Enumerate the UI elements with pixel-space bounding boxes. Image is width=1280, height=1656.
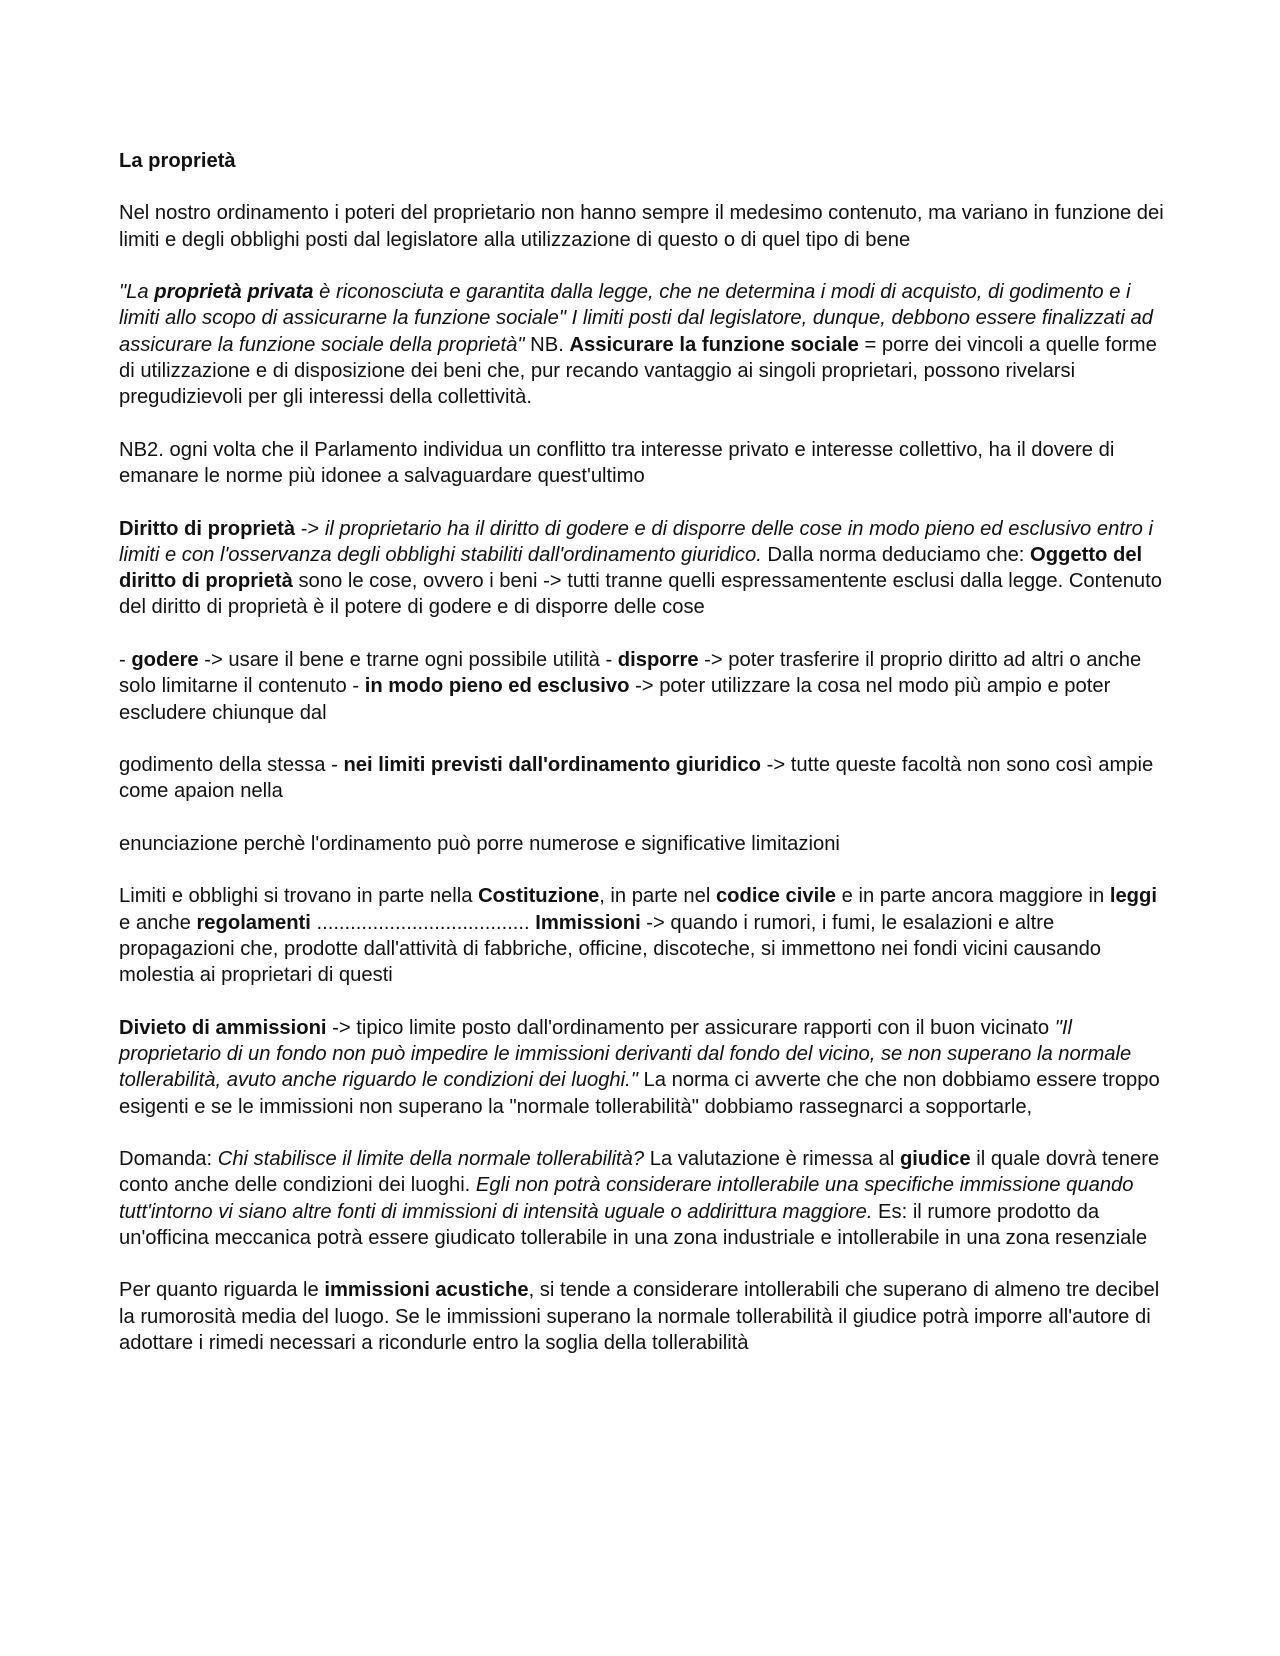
paragraph-faculties: - godere -> usare il bene e trarne ogni possibile utilità - disporre -> poter trasferire il proprio diritto ad altri o anche solo limitarne il contenuto - in modo pieno ed esclusivo -> poter utilizzare la cosa nel modo più ampio e poter escludere chiunque dal: [119, 648, 1142, 724]
paragraph-question: Domanda: Chi stabilisce il limite della normale tollerabilità? La valutazione è rimessa al giudice il quale dovrà tenere conto anche delle condizioni dei luoghi. Egli non potrà considerare intollerabile una specifiche immissione quando tutt'intorno vi siano altre fonti di immissioni di intensità uguale o addirittura maggiore. Es: il rumore prodotto da un'officina meccanica potrà essere giudicato tollerabile in una zona industriale e intollerabile in una zona resenziale: [119, 1148, 1160, 1249]
paragraph-property-right: Diritto di proprietà -> il proprietario ha il diritto di godere e di disporre delle cose in modo pieno ed esclusivo entro i limiti e con l'osservanza degli obblighi stabiliti dall'ordinamento giuridico. Dalla norma deduciamo che: Oggetto del diritto di proprietà sono le cose, ovvero i beni -> tutti tranne quelli espressamentente esclusi dalla legge. Contenuto del diritto di proprietà è il potere di godere e di disporre delle cose: [119, 517, 1162, 619]
paragraph-prohibition: Divieto di ammissioni -> tipico limite posto dall'ordinamento per assicurare rapporti con il buon vicinato "Il proprietario di un fondo non può impedire le immissioni derivanti dal fondo del vicino, se non superano la normale tollerabilità, avuto anche riguardo le condizioni dei luoghi." La norma ci avverte che che non dobbiamo essere troppo esigenti e se le immissioni non superano la "normale tollerabilità" dobbiamo rassegnarci a sopportarle,: [119, 1016, 1160, 1118]
paragraph-acoustic: Per quanto riguarda le immissioni acustiche, si tende a considerare intollerabili che superano di almeno tre decibel la rumorosità media del luogo. Se le immissioni superano la normale tollerabilità il giudice potrà imporre all'autore di adottare i rimedi necessari a ricondurle entro la soglia della tollerabilità: [119, 1279, 1160, 1354]
paragraph-intro: Nel nostro ordinamento i poteri del proprietario non hanno sempre il medesimo contenuto, ma variano in funzione dei limiti e degli obblighi posti dal legislatore alla utilizzazione di questo o di quel tipo di bene: [119, 202, 1164, 251]
document-page: [119, 148, 1169, 1382]
quote-text: "La proprietà privata è riconosciuta e garantita dalla legge, che ne determina i modi di acquisto, di godimento e i limiti allo scopo di assicurarne la funzione sociale" I limiti posti dal legislatore, dunque, debbono essere finalizzati ad assicurare la funzione sociale della proprietà": [119, 281, 1153, 356]
document-title: La proprietà: [119, 150, 236, 172]
paragraph-private-property: "La proprietà privata è riconosciuta e garantita dalla legge, che ne determina i modi di acquisto, di godimento e i limiti allo scopo di assicurarne la funzione sociale" I limiti posti dal legislatore, dunque, debbono essere finalizzati ad assicurare la funzione sociale della proprietà" NB. Assicurare la funzione sociale = porre dei vincoli a quelle forme di utilizzazione e di disposizione dei beni che, pur recando vantaggio ai singoli proprietari, possono rivelarsi pregudizievoli per gli interessi della collettività.: [119, 281, 1157, 409]
paragraph-enunciation: enunciazione perchè l'ordinamento può porre numerose e significative limitazioni: [119, 832, 840, 855]
paragraph-limits: godimento della stessa - nei limiti previsti dall'ordinamento giuridico -> tutte queste facoltà non sono così ampie come apaion nella: [119, 753, 1154, 803]
paragraph-sources: Limiti e obblighi si trovano in parte nella Costituzione, in parte nel codice civile e in parte ancora maggiore in leggi e anche regolamenti ...................................... Immissioni -> quando i rumori, i fumi, le esalazioni e altre propagazioni che, prodotte dall'attività di fabbriche, officine, discoteche, si immettono nei fondi vicini causando molestia ai proprietari di questi: [119, 885, 1157, 987]
paragraph-nb2: NB2. ogni volta che il Parlamento individua un conflitto tra interesse privato e interesse collettivo, ha il dovere di emanare le norme più idonee a salvaguardare quest'ultimo: [119, 438, 1115, 488]
